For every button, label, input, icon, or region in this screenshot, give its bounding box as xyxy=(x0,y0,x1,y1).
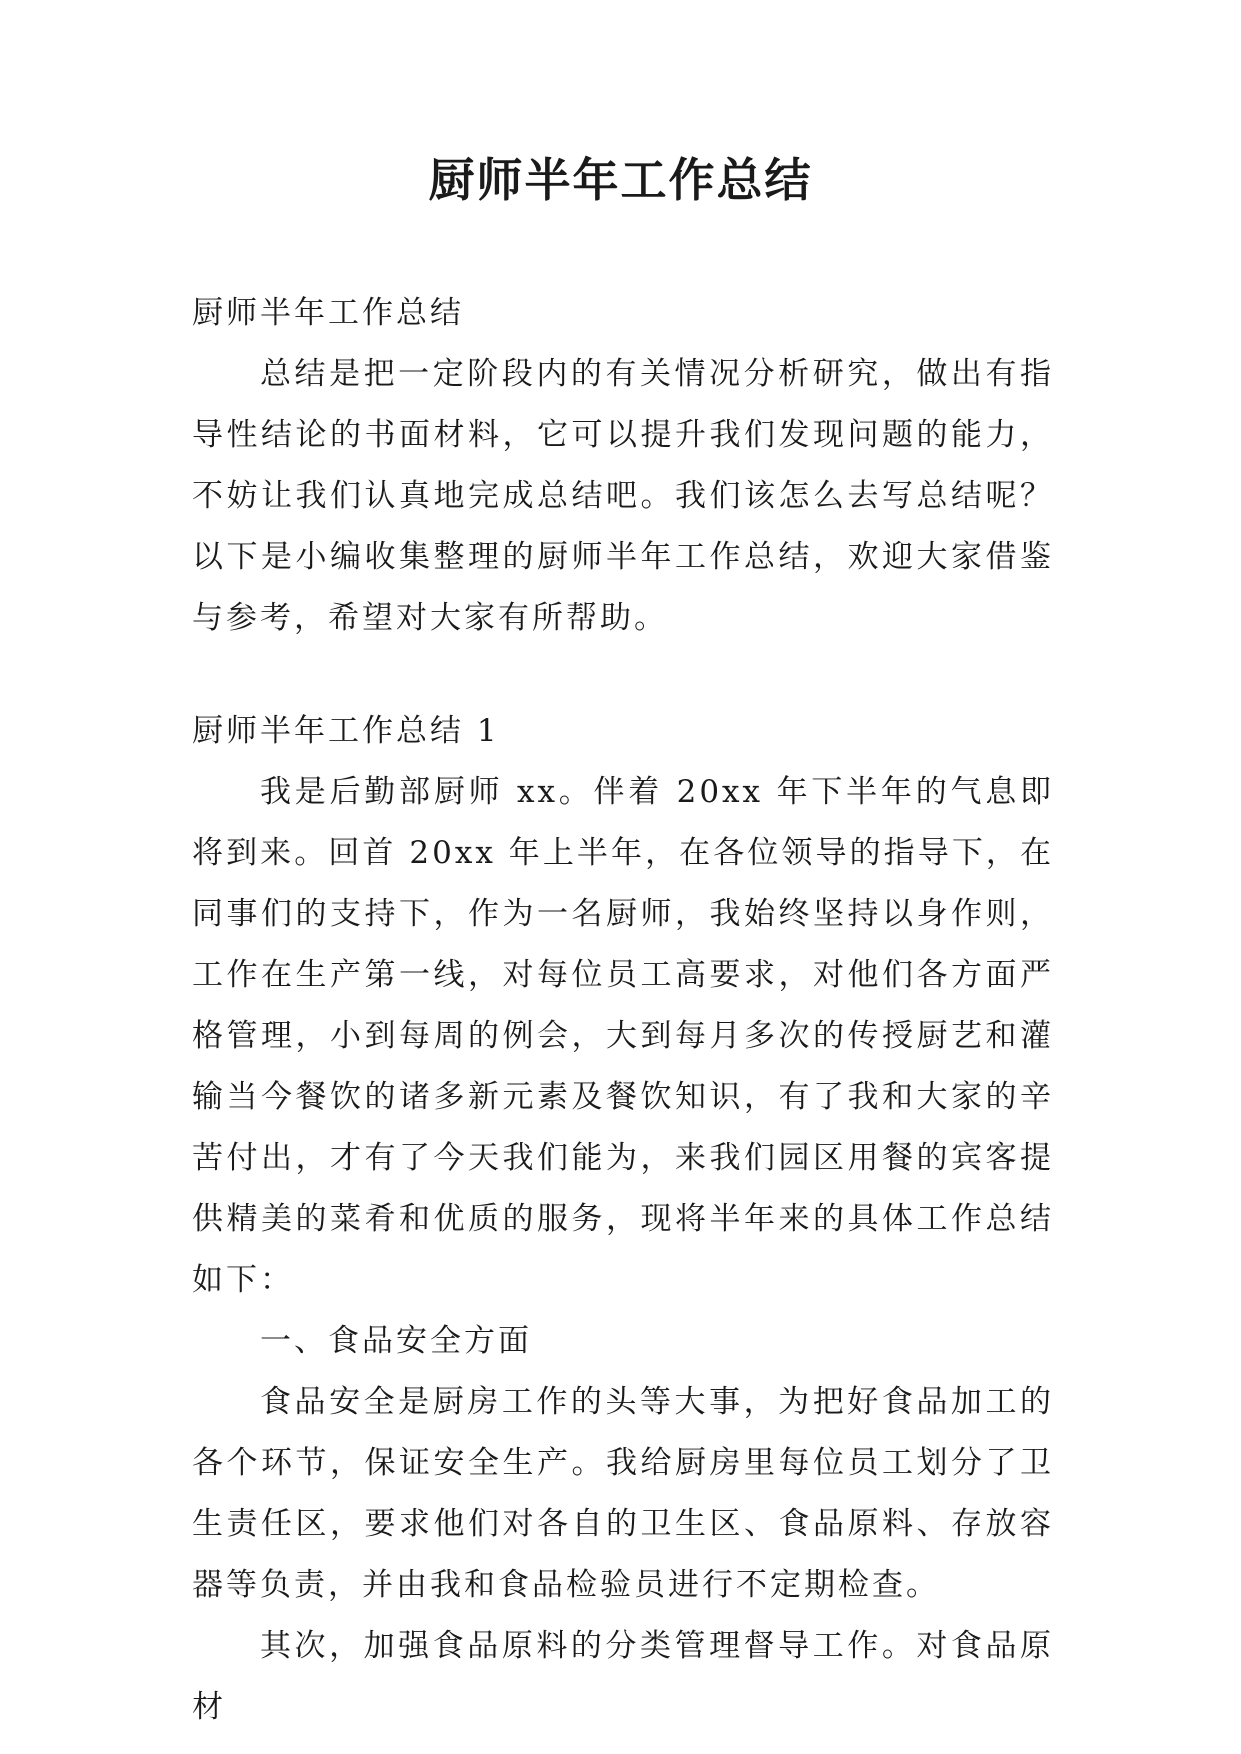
document-body xyxy=(192,283,1054,1738)
body-paragraph: 食品安全是厨房工作的头等大事，为把好食品加工的各个环节，保证安全生产。我给厨房里每位员工划分了卫生责任区，要求他们对各自的卫生区、食品原料、存放容器等负责，并由我和食品检验员进行不定期检查。 xyxy=(192,1384,1054,1603)
section-heading: 厨师半年工作总结 1 xyxy=(192,713,500,749)
body-paragraph: 其次，加强食品原料的分类管理督导工作。对食品原材 xyxy=(192,1628,1054,1725)
intro-heading: 厨师半年工作总结 xyxy=(192,295,464,331)
subheading: 一、食品安全方面 xyxy=(260,1323,532,1359)
section-spacer xyxy=(192,649,1054,701)
intro-paragraph: 总结是把一定阶段内的有关情况分析研究，做出有指导性结论的书面材料，它可以提升我们发现问题的能力，不妨让我们认真地完成总结吧。我们该怎么去写总结呢？以下是小编收集整理的厨师半年工作总结，欢迎大家借鉴与参考，希望对大家有所帮助。 xyxy=(192,356,1054,636)
body-paragraph: 我是后勤部厨师 xx。伴着 20xx 年下半年的气息即将到来。回首 20xx 年上半年，在各位领导的指导下，在同事们的支持下，作为一名厨师，我始终坚持以身作则，工作在生产第一线，对每位员工高要求，对他们各方面严格管理，小到每周的例会，大到每月多次的传授厨艺和灌输当今餐饮的诸多新元素及餐饮知识，有了我和大家的辛苦付出，才有了今天我们能为，来我们园区用餐的宾客提供精美的菜肴和优质的服务，现将半年来的具体工作总结如下： xyxy=(192,774,1054,1298)
document-title: 厨师半年工作总结 xyxy=(428,153,813,207)
